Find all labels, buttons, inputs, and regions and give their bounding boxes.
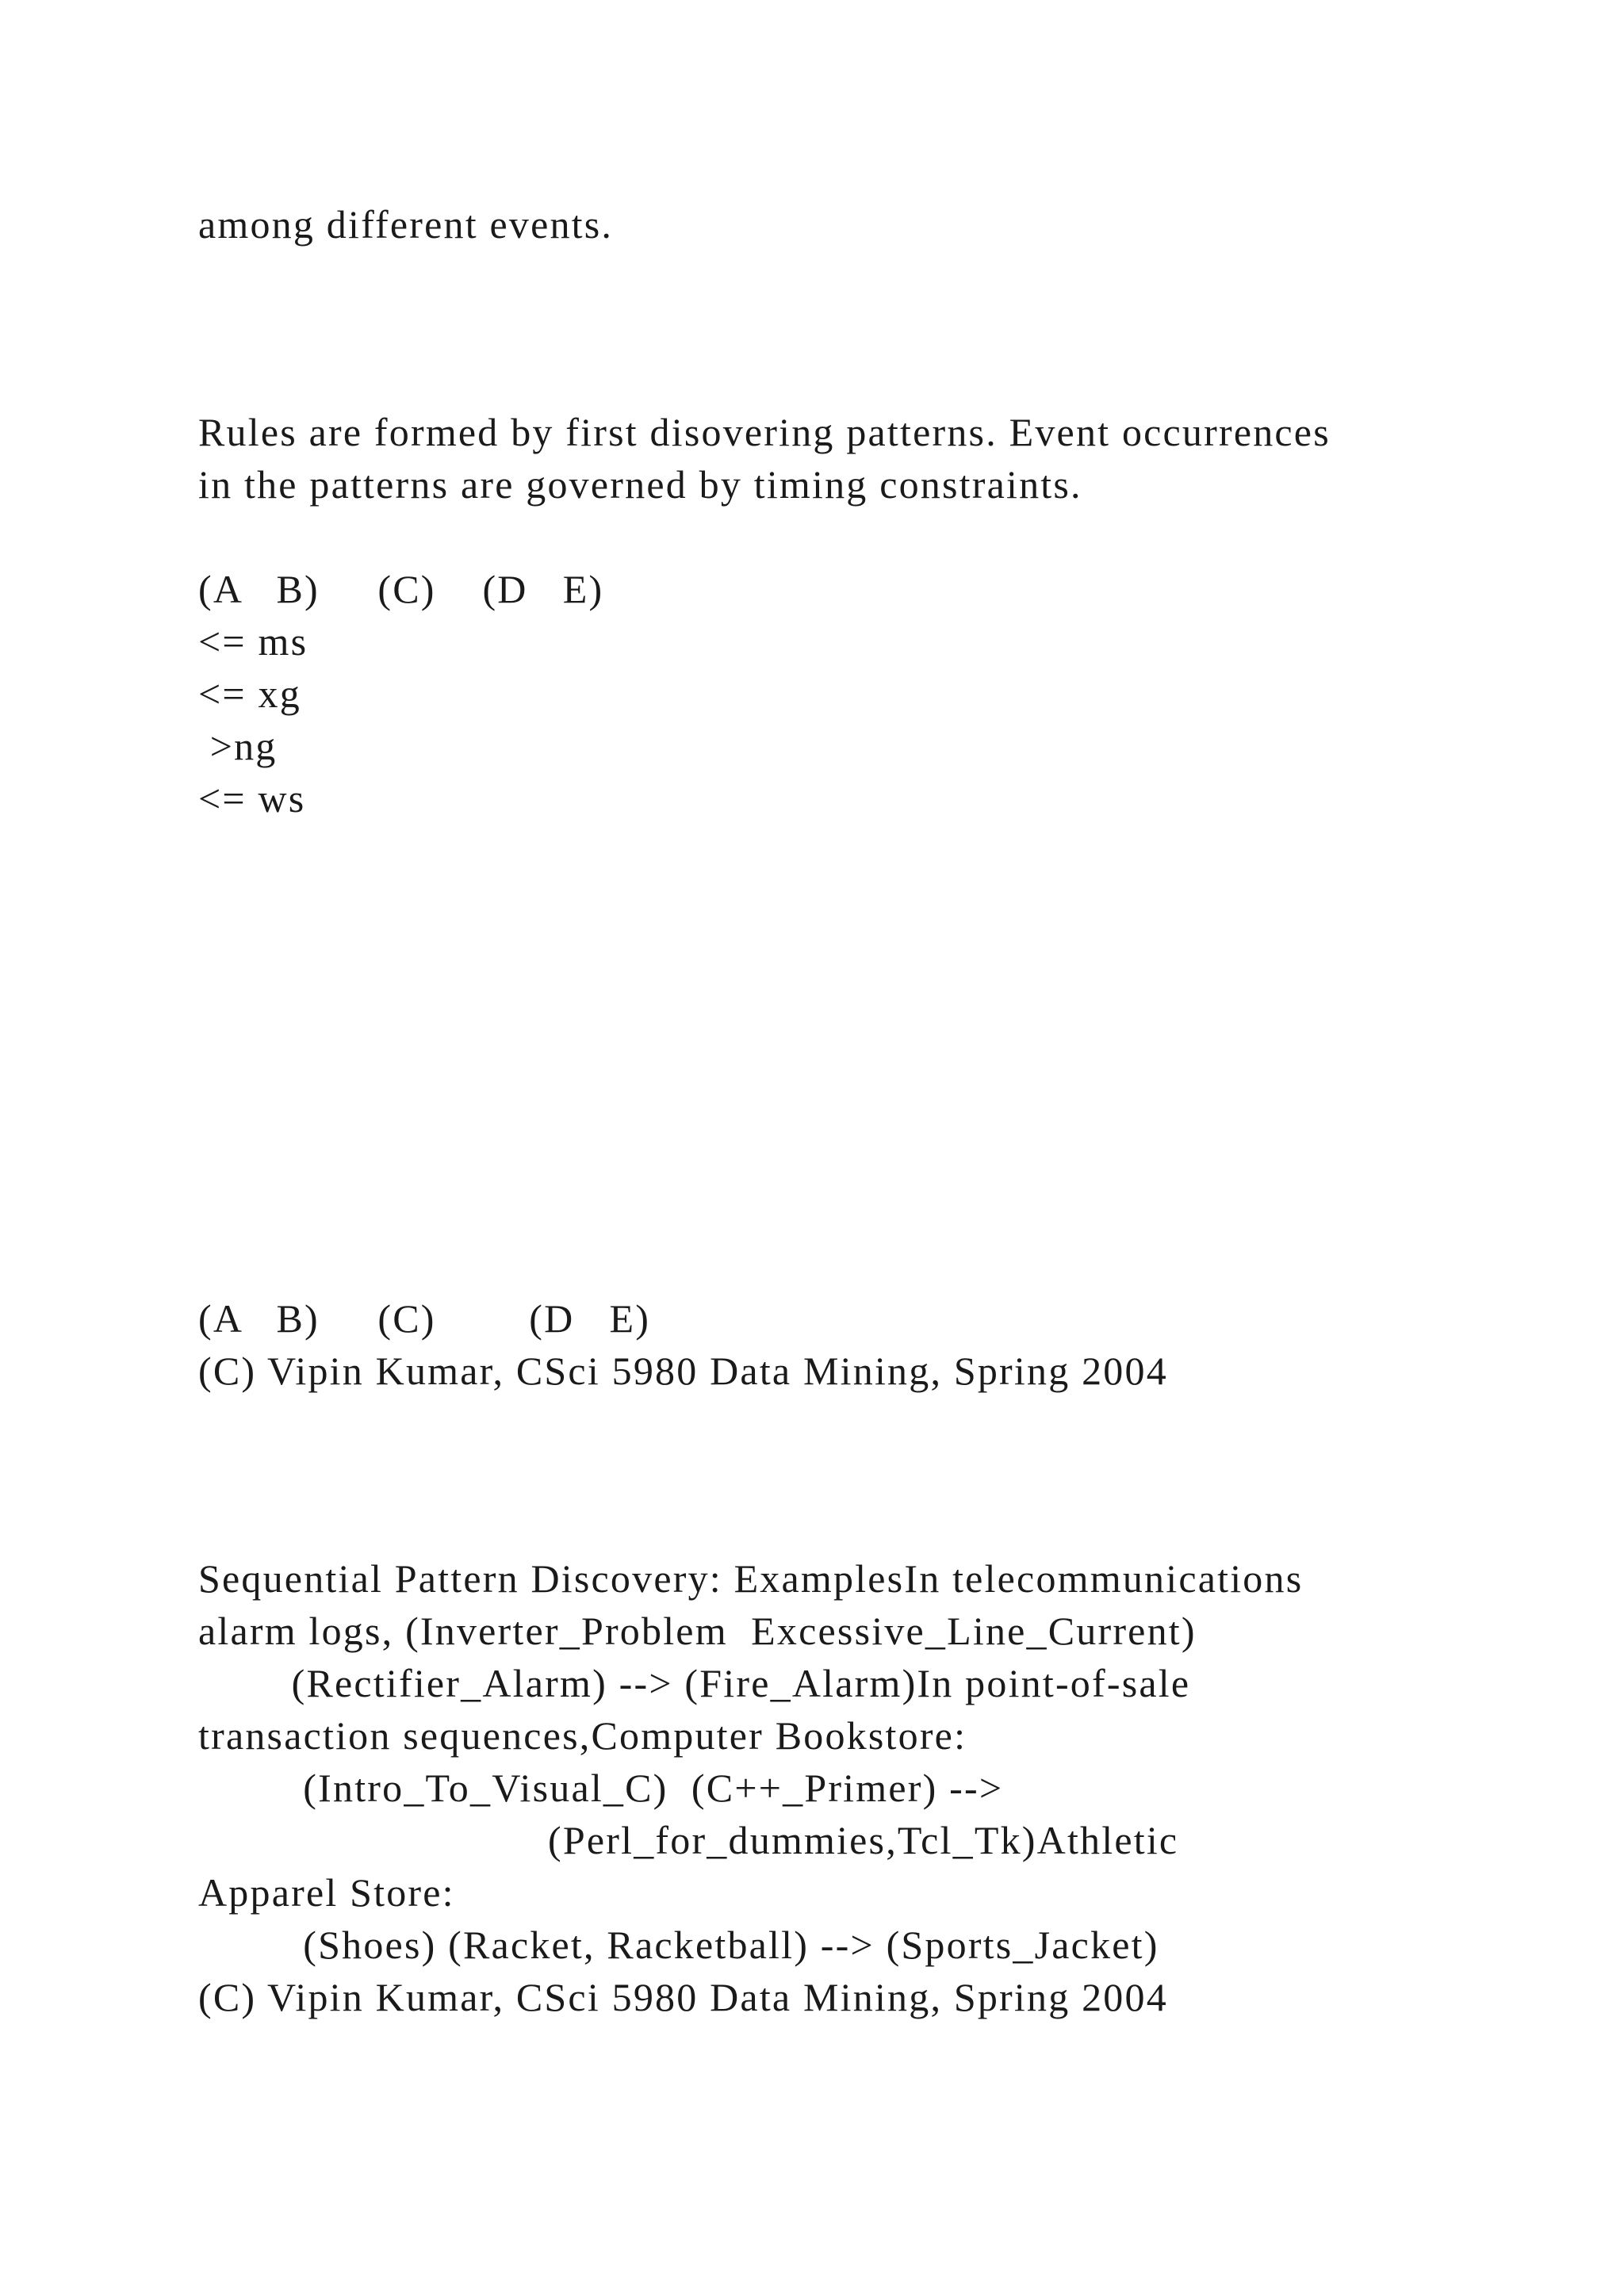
constraint-ms: <= ms	[198, 619, 308, 664]
copyright-footer-2: (C) Vipin Kumar, CSci 5980 Data Mining, Spring 2004	[198, 1975, 1168, 2019]
constraint-ng: >ng	[198, 724, 278, 768]
text-line-transactions: transaction sequences,Computer Bookstore:	[198, 1713, 967, 1758]
constraint-ws: <= ws	[198, 776, 306, 821]
text-line-rectifier: (Rectifier_Alarm) --> (Fire_Alarm)In point-of-sale	[198, 1661, 1191, 1705]
text-line-shoes: (Shoes) (Racket, Racketball) --> (Sports_Jacket)	[198, 1923, 1159, 1967]
text-line-timing: in the patterns are governed by timing constraints.	[198, 462, 1082, 507]
text-line-rules-intro: Rules are formed by first disovering patterns. Event occurrences	[198, 410, 1331, 454]
text-line-continuation: among different events.	[198, 202, 614, 247]
constraint-xg: <= xg	[198, 672, 301, 716]
text-line-perl: (Perl_for_dummies,Tcl_Tk)Athletic	[198, 1818, 1179, 1862]
text-line-apparel: Apparel Store:	[198, 1870, 455, 1915]
text-line-alarm-logs: alarm logs, (Inverter_Problem Excessive_Line_Current)	[198, 1609, 1197, 1653]
pattern-diagram-label-2: (A B) (C) (D E)	[198, 1296, 651, 1341]
section-heading-examples: Sequential Pattern Discovery: ExamplesIn telecommunications	[198, 1556, 1304, 1601]
copyright-footer: (C) Vipin Kumar, CSci 5980 Data Mining, Spring 2004	[198, 1349, 1168, 1393]
text-line-intro-visual-c: (Intro_To_Visual_C) (C++_Primer) -->	[198, 1766, 1004, 1810]
pattern-diagram-label: (A B) (C) (D E)	[198, 567, 604, 611]
